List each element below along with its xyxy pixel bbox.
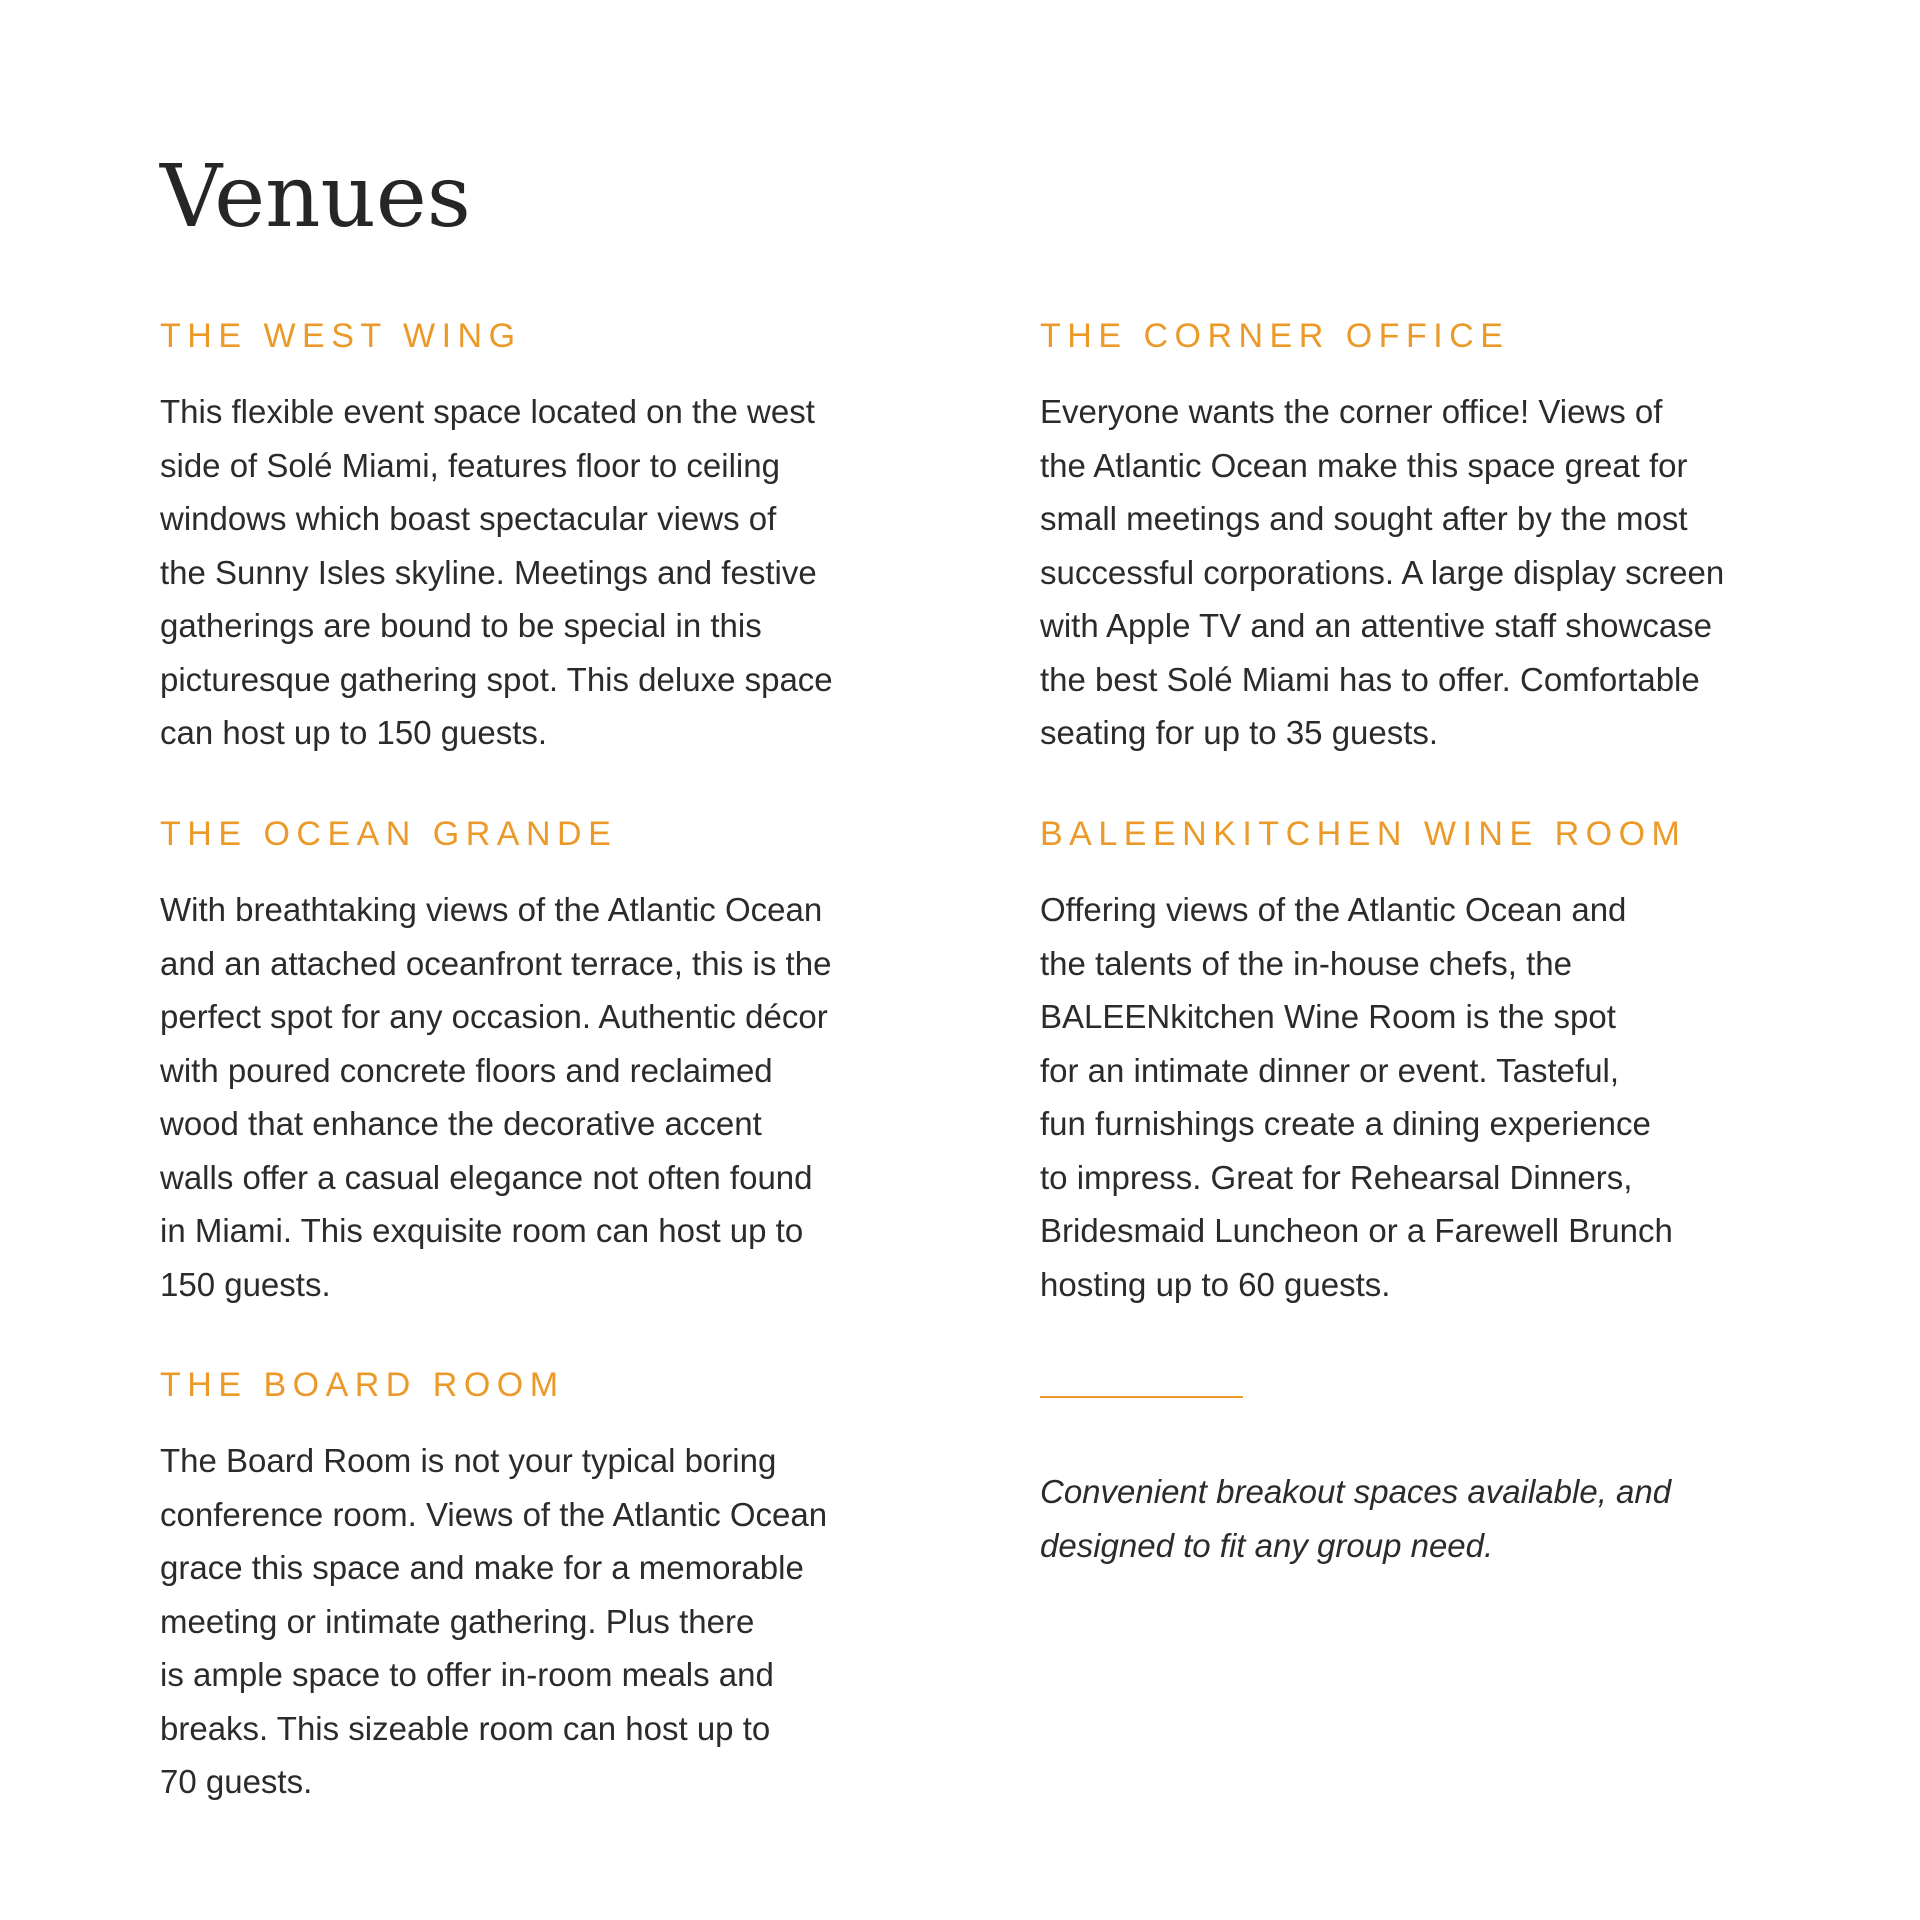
venue-wine-room (1040, 816, 1780, 1311)
description-line: With breathtaking views of the Atlantic Ocean (160, 891, 823, 929)
venue-west-wing (160, 318, 900, 760)
description-line: picturesque gathering spot. This deluxe space (160, 660, 833, 698)
description-line: gatherings are bound to be special in this (160, 607, 762, 645)
description-line: the best Solé Miami has to offer. Comfortable (1040, 660, 1700, 698)
description-line: is ample space to offer in-room meals and (160, 1656, 774, 1694)
description-line: BALEENkitchen Wine Room is the spot (1040, 998, 1616, 1036)
description-line: successful corporations. A large display screen (1040, 553, 1725, 591)
note-line: Convenient breakout spaces available, and (1040, 1473, 1672, 1510)
accent-divider (1040, 1396, 1243, 1398)
venue-corner-office (1040, 318, 1780, 760)
description-line: fun furnishings create a dining experience (1040, 1105, 1651, 1143)
venue-heading: BALEENKITCHEN WINE ROOM (1040, 815, 1687, 853)
description-line: the talents of the in-house chefs, the (1040, 944, 1573, 982)
description-line: to impress. Great for Rehearsal Dinners, (1040, 1158, 1633, 1196)
venue-description (160, 1434, 900, 1809)
venue-description (1040, 883, 1780, 1311)
breakout-note (1040, 1465, 1671, 1572)
description-line: grace this space and make for a memorable (160, 1549, 804, 1587)
description-line: the Atlantic Ocean make this space great for (1040, 446, 1688, 484)
description-line: with Apple TV and an attentive staff showcase (1040, 607, 1713, 645)
description-line: 70 guests. (160, 1763, 313, 1801)
description-line: conference room. Views of the Atlantic Ocean (160, 1495, 828, 1533)
venue-heading: THE CORNER OFFICE (1040, 317, 1510, 355)
venue-board-room (160, 1367, 900, 1809)
description-line: side of Solé Miami, features floor to ceiling (160, 446, 780, 484)
description-line: perfect spot for any occasion. Authentic décor (160, 998, 828, 1036)
description-line: Bridesmaid Luncheon or a Farewell Brunch (1040, 1212, 1673, 1250)
description-line: hosting up to 60 guests. (1040, 1265, 1391, 1303)
note-line: designed to fit any group need. (1040, 1526, 1494, 1564)
description-line: and an attached oceanfront terrace, this is the (160, 944, 832, 982)
description-line: small meetings and sought after by the most (1040, 500, 1688, 538)
description-line: Everyone wants the corner office! Views of (1040, 393, 1663, 431)
description-line: wood that enhance the decorative accent (160, 1105, 762, 1143)
venue-heading: THE BOARD ROOM (160, 1366, 565, 1404)
description-line: for an intimate dinner or event. Tasteful, (1040, 1051, 1620, 1089)
description-line: Offering views of the Atlantic Ocean and (1040, 891, 1627, 929)
description-line: breaks. This sizeable room can host up to (160, 1709, 771, 1747)
venue-description (1040, 385, 1780, 760)
description-line: walls offer a casual elegance not often found (160, 1158, 813, 1196)
description-line: the Sunny Isles skyline. Meetings and festive (160, 553, 817, 591)
description-line: with poured concrete floors and reclaimed (160, 1051, 773, 1089)
venue-description (160, 385, 900, 760)
description-line: seating for up to 35 guests. (1040, 714, 1439, 752)
description-line: windows which boast spectacular views of (160, 500, 777, 538)
venue-ocean-grande (160, 816, 900, 1311)
description-line: meeting or intimate gathering. Plus there (160, 1602, 755, 1640)
description-line: The Board Room is not your typical boring (160, 1442, 777, 1480)
description-line: in Miami. This exquisite room can host up to (160, 1212, 804, 1250)
page-title: Venues (160, 147, 471, 247)
venue-description (160, 883, 900, 1311)
description-line: can host up to 150 guests. (160, 714, 548, 752)
venue-heading: THE OCEAN GRANDE (160, 815, 618, 853)
description-line: This flexible event space located on the west (160, 393, 815, 431)
venue-heading: THE WEST WING (160, 317, 522, 355)
description-line: 150 guests. (160, 1265, 331, 1303)
